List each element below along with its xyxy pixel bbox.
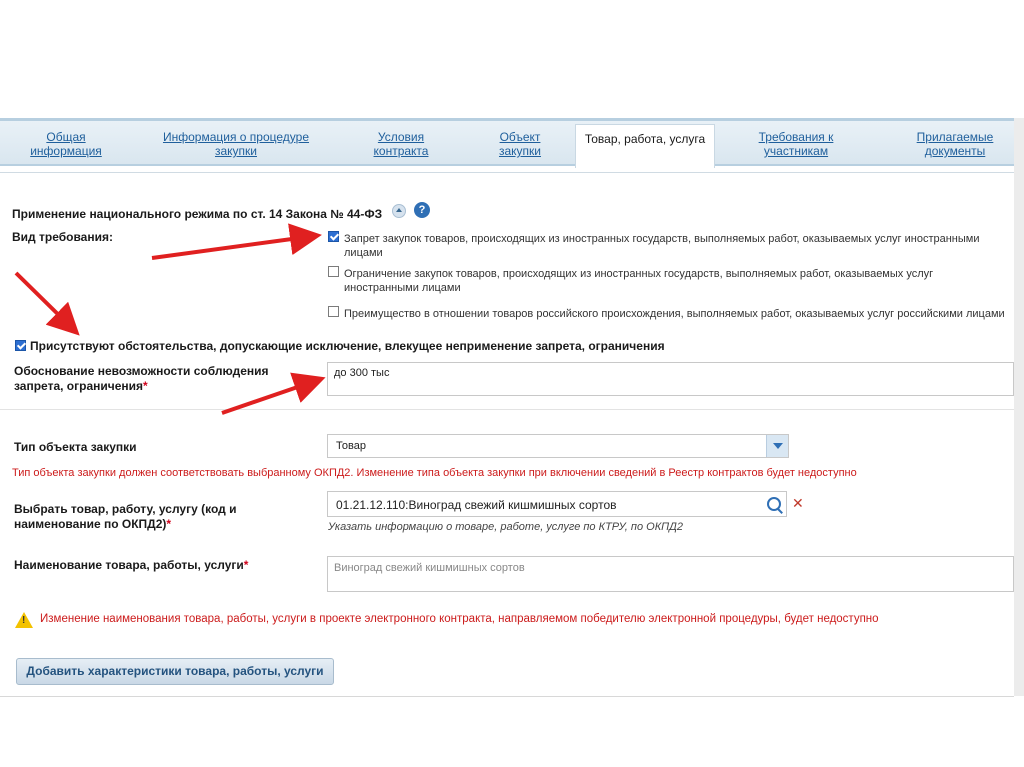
required-mark: * xyxy=(166,517,172,531)
object-type-label: Тип объекта закупки xyxy=(14,440,137,454)
requirement-restriction-label: Ограничение закупок товаров, происходящих из иностранных государств, выполняемых работ, оказываемых услуг иностранными лицами xyxy=(344,268,934,294)
product-name-textarea[interactable]: Виноград свежий кишмишных сортов xyxy=(327,556,1014,592)
help-icon[interactable]: ? xyxy=(414,202,430,218)
requirement-ban-label: Запрет закупок товаров, происходящих из иностранных государств, выполняемых работ, оказываемых услуг иностранными лицами xyxy=(344,233,980,259)
arrow-to-exception-checkbox xyxy=(16,273,74,330)
required-mark: * xyxy=(143,379,148,393)
section-title: Применение национального режима по ст. 14 Закона № 44-ФЗ xyxy=(12,207,383,221)
okpd-value: 01.21.12.110:Виноград свежий кишмишных сортов xyxy=(336,498,617,512)
tab-participant-requirements[interactable]: Требования к участникам xyxy=(758,130,834,158)
product-name-label-text: Наименование товара, работы, услуги xyxy=(14,558,244,572)
close-icon[interactable]: ✕ xyxy=(792,495,804,511)
add-characteristics-button[interactable]: Добавить характеристики товара, работы, услуги xyxy=(16,658,334,685)
tab-general-info[interactable]: Общая информация xyxy=(30,130,102,158)
warning-icon: ! xyxy=(15,612,33,628)
justification-label-text: Обоснование невозможности соблюдения запрета, ограничения xyxy=(14,364,269,393)
required-mark: * xyxy=(243,558,249,572)
object-type-value: Товар xyxy=(336,440,366,452)
tab-procedure-info[interactable]: Информация о процедуре закупки xyxy=(162,130,310,158)
requirement-type-label: Вид требования: xyxy=(12,230,113,244)
exception-label: Присутствуют обстоятельства, допускающие исключение, влекущее неприменение запрета, ограничения xyxy=(30,339,665,353)
requirement-preference-label: Преимущество в отношении товаров российского происхождения, выполняемых работ, оказываемых услуг российскими лицами xyxy=(344,308,1005,320)
justification-textarea[interactable]: до 300 тыс xyxy=(327,362,1014,396)
tab-procurement-object[interactable]: Объект закупки xyxy=(498,130,541,158)
arrow-to-justification xyxy=(222,380,318,413)
arrow-to-ban-checkbox xyxy=(152,236,314,258)
okpd-label-text: Выбрать товар, работу, услугу (код и наименование по ОКПД2) xyxy=(14,502,237,531)
notice-text: Изменение наименования товара, работы, услуги в проекте электронного контракта, направляемом победителю электронной процедуры, будет недоступно xyxy=(40,613,879,625)
tab-goods-works-services[interactable]: Товар, работа, услуга xyxy=(575,124,715,168)
tab-contract-terms[interactable]: Условия контракта xyxy=(373,130,429,158)
object-type-warning: Тип объекта закупки должен соответствовать выбранному ОКПД2. Изменение типа объекта закупки при включении сведений в Реестр контрактов будет недоступно xyxy=(12,467,857,479)
okpd-hint: Указать информацию о товаре, работе, услуге по КТРУ, по ОКПД2 xyxy=(328,521,684,533)
tab-attached-documents[interactable]: Прилагаемые документы xyxy=(916,130,994,158)
